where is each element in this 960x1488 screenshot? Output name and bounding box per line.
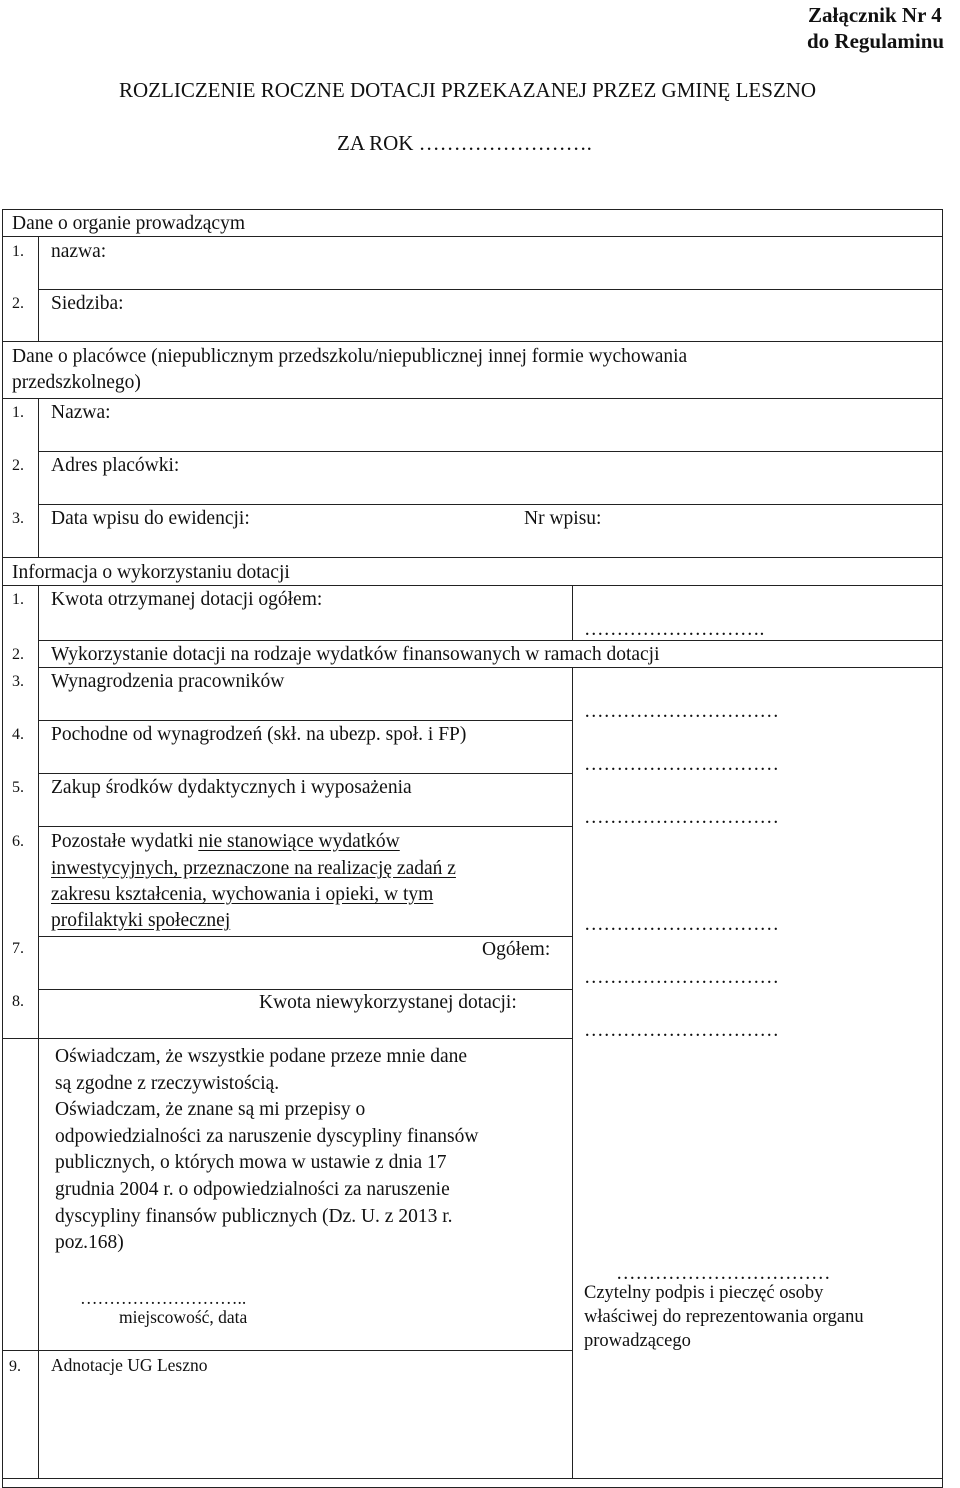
row-1-label: Kwota otrzymanej dotacji ogółem: bbox=[51, 589, 323, 610]
row-6-label-line-3: zakresu kształcenia, wychowania i opieki, w tym bbox=[51, 884, 434, 905]
unused-amount-value[interactable]: ………………………… bbox=[584, 1020, 779, 1041]
place-date-field[interactable]: ……………………….. bbox=[80, 1288, 247, 1308]
row-2-number: 2. bbox=[12, 646, 24, 663]
organ-seat-label[interactable]: Siedziba: bbox=[51, 293, 124, 314]
notes-label[interactable]: Adnotacje UG Leszno bbox=[51, 1355, 208, 1375]
facility-heading: Dane o placówce (niepublicznym przedszkolu/niepublicznej innej formie wychowania bbox=[12, 346, 688, 367]
row-2-label: Wykorzystanie dotacji na rodzaje wydatków finansowanych w ramach dotacji bbox=[51, 644, 660, 665]
row-6-number: 6. bbox=[12, 833, 24, 850]
total-label: Ogółem: bbox=[482, 939, 551, 960]
signature-label-line: Czytelny podpis i pieczęć osoby bbox=[584, 1283, 824, 1303]
row-3-label: Wynagrodzenia pracowników bbox=[51, 671, 285, 692]
row-6-label-line-4: profilaktyki społecznej bbox=[51, 910, 231, 931]
attachment-number: Załącznik Nr 4 bbox=[808, 3, 942, 27]
declaration-line: publicznych, o których mowa w ustawie z dnia 17 bbox=[55, 1152, 447, 1173]
declaration-line: dyscypliny finansów publicznych (Dz. U. z 2013 r. bbox=[55, 1206, 453, 1227]
facility-name-number: 1. bbox=[12, 404, 24, 421]
row-5-value[interactable]: ………………………… bbox=[584, 807, 779, 828]
row-8-number: 8. bbox=[12, 993, 24, 1010]
row-6-value[interactable]: ………………………… bbox=[584, 914, 779, 935]
row-5-number: 5. bbox=[12, 779, 24, 796]
row-1-value[interactable]: ………………………. bbox=[584, 619, 765, 640]
row-4-value[interactable]: ………………………… bbox=[584, 754, 779, 775]
row-3-number: 3. bbox=[12, 673, 24, 690]
signature-label-line: prowadzącego bbox=[584, 1331, 691, 1351]
row-7-number: 7. bbox=[12, 940, 24, 957]
total-value[interactable]: ………………………… bbox=[584, 967, 779, 988]
place-date-label: miejscowość, data bbox=[119, 1307, 248, 1327]
form-title: ROZLICZENIE ROCZNE DOTACJI PRZEKAZANEJ PRZEZ GMINĘ LESZNO bbox=[119, 78, 817, 102]
organ-name-label[interactable]: nazwa: bbox=[51, 241, 107, 262]
registration-number-label[interactable]: Nr wpisu: bbox=[524, 508, 602, 529]
registration-date-number: 3. bbox=[12, 510, 24, 527]
unused-amount-label: Kwota niewykorzystanej dotacji: bbox=[259, 992, 517, 1013]
facility-name-label[interactable]: Nazwa: bbox=[51, 402, 111, 423]
declaration-line: Oświadczam, że znane są mi przepisy o bbox=[55, 1099, 366, 1120]
facility-heading-cont: przedszkolnego) bbox=[12, 372, 141, 393]
facility-address-label[interactable]: Adres placówki: bbox=[51, 455, 180, 476]
usage-heading: Informacja o wykorzystaniu dotacji bbox=[12, 562, 290, 583]
row-4-label: Pochodne od wynagrodzeń (skł. na ubezp. społ. i FP) bbox=[51, 724, 467, 745]
declaration-line: poz.168) bbox=[55, 1232, 124, 1253]
row-6-label-line-1: Pozostałe wydatki nie stanowiące wydatków bbox=[51, 831, 400, 852]
declaration-line: Oświadczam, że wszystkie podane przeze mnie dane bbox=[55, 1046, 468, 1067]
row-1-number: 1. bbox=[12, 591, 24, 608]
declaration-line: grudnia 2004 r. o odpowiedzialności za naruszenie bbox=[55, 1179, 450, 1200]
organ-seat-number: 2. bbox=[12, 295, 24, 312]
row-3-value[interactable]: ………………………… bbox=[584, 701, 779, 722]
row-4-number: 4. bbox=[12, 726, 24, 743]
notes-number: 9. bbox=[9, 1358, 21, 1375]
registration-date-label[interactable]: Data wpisu do ewidencji: bbox=[51, 508, 250, 529]
year-field[interactable]: ZA ROK ……………………. bbox=[337, 131, 592, 155]
declaration-line: są zgodne z rzeczywistością. bbox=[55, 1073, 280, 1094]
organ-heading: Dane o organie prowadzącym bbox=[12, 213, 246, 234]
row-6-label-line-2: inwestycyjnych, przeznaczone na realizację zadań z bbox=[51, 858, 456, 879]
declaration-line: odpowiedzialności za naruszenie dyscypliny finansów bbox=[55, 1126, 479, 1147]
regulation-reference: do Regulaminu bbox=[807, 29, 945, 53]
row-5-label: Zakup środków dydaktycznych i wyposażenia bbox=[51, 777, 412, 798]
signature-field[interactable]: …………………………… bbox=[616, 1263, 831, 1284]
signature-label-line: właściwej do reprezentowania organu bbox=[584, 1307, 864, 1327]
organ-name-number: 1. bbox=[12, 243, 24, 260]
facility-address-number: 2. bbox=[12, 457, 24, 474]
